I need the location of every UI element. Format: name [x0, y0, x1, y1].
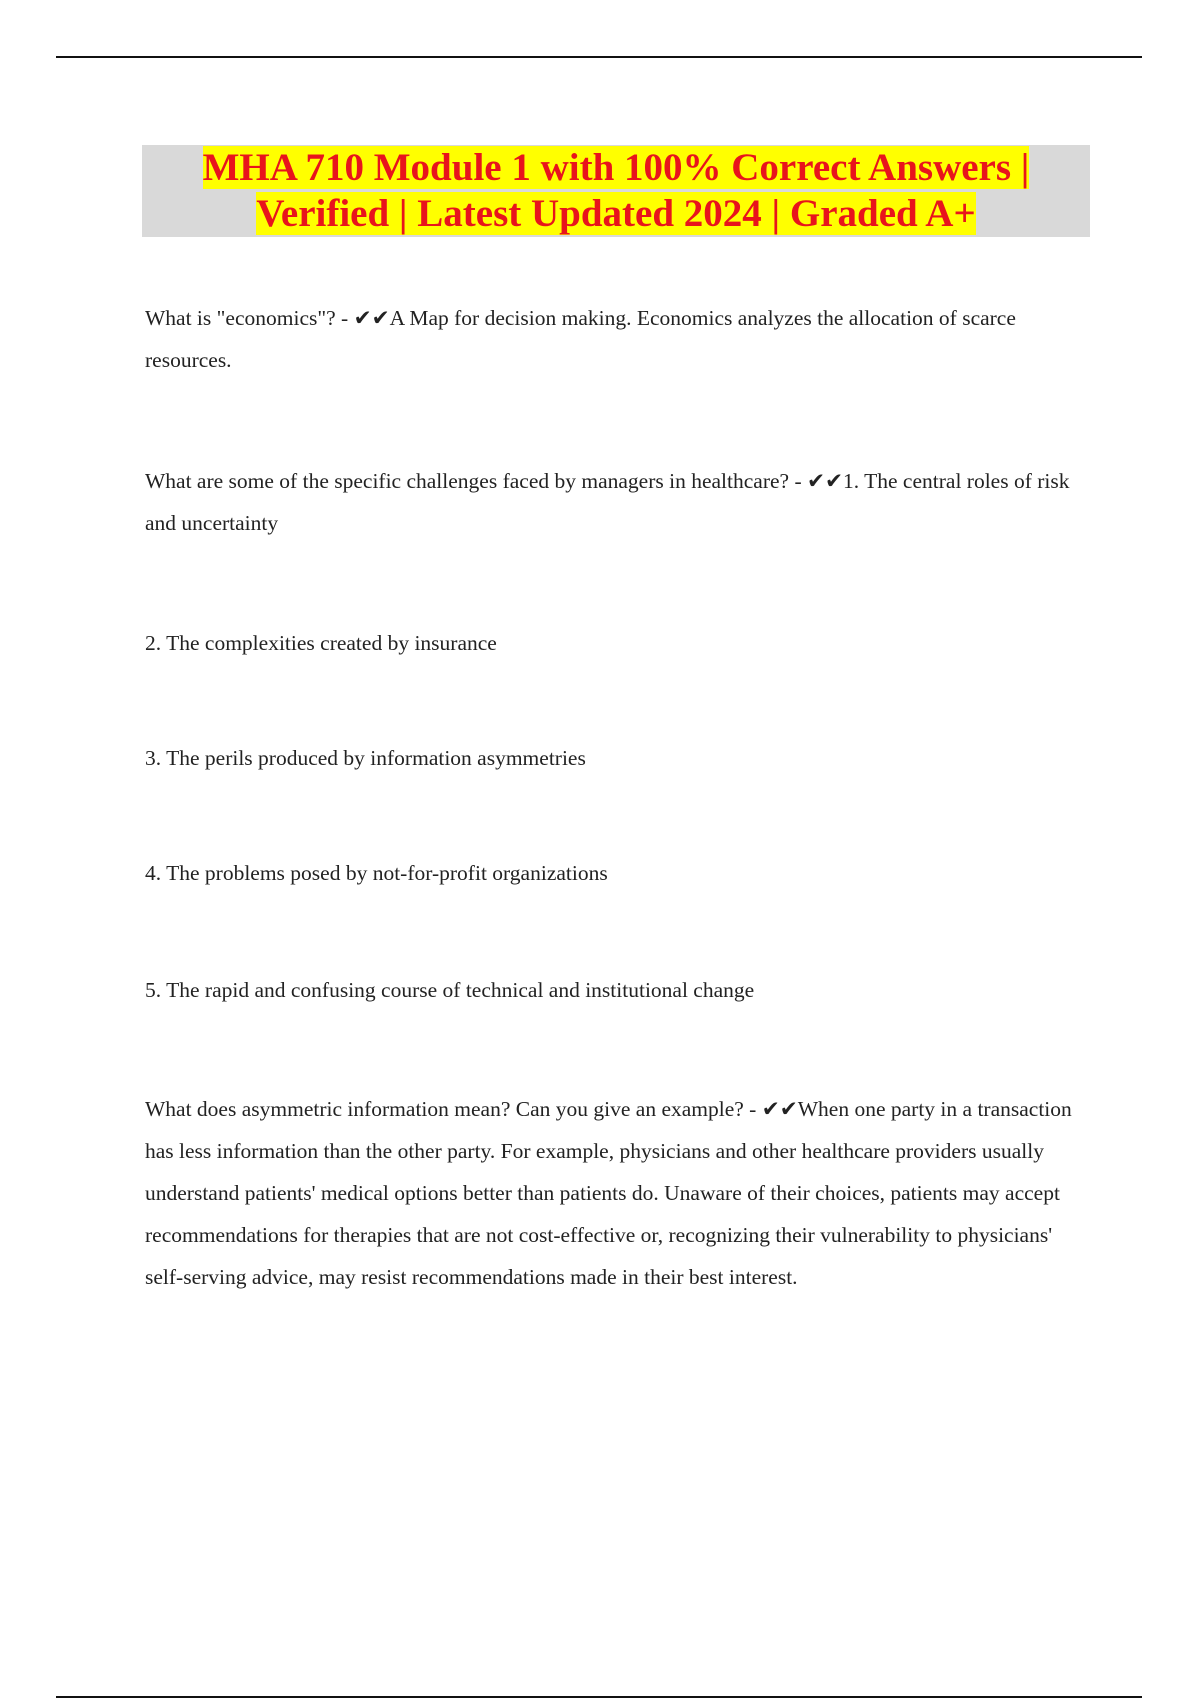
title-line-2-text: Verified | Latest Updated 2024 | Graded A+ [256, 192, 976, 235]
question-asymmetric-information: What does asymmetric information mean? Can you give an example? - ✔✔When one party in a transaction has less information than the other party. For example, physicians and other healthcare providers usually understand patients' medical options better than patients do. Unaware of their choices, patients may accept recommendations for therapies that are not cost-effective or, recognizing their vulnerability to physicians' self-serving advice, may resist recommendations made in their best interest. [145, 1097, 1072, 1289]
challenge-item-5: 5. The rapid and confusing course of technical and institutional change [145, 978, 755, 1002]
bottom-rule [56, 1696, 1142, 1698]
title-box [142, 145, 1090, 237]
challenge-item-2: 2. The complexities created by insurance [145, 631, 497, 655]
top-rule [56, 56, 1142, 58]
question-challenges: What are some of the specific challenges faced by managers in healthcare? - ✔✔1. The central roles of risk and uncertainty [145, 469, 1070, 535]
title-line-2 [142, 191, 1090, 237]
challenge-item-4: 4. The problems posed by not-for-profit organizations [145, 861, 608, 885]
question-economics: What is "economics"? - ✔✔A Map for decision making. Economics analyzes the allocation of scarce resources. [145, 306, 1016, 372]
title-line-1 [142, 145, 1090, 191]
challenge-item-3: 3. The perils produced by information asymmetries [145, 746, 586, 770]
title-line-1-text: MHA 710 Module 1 with 100% Correct Answers | [202, 146, 1030, 189]
